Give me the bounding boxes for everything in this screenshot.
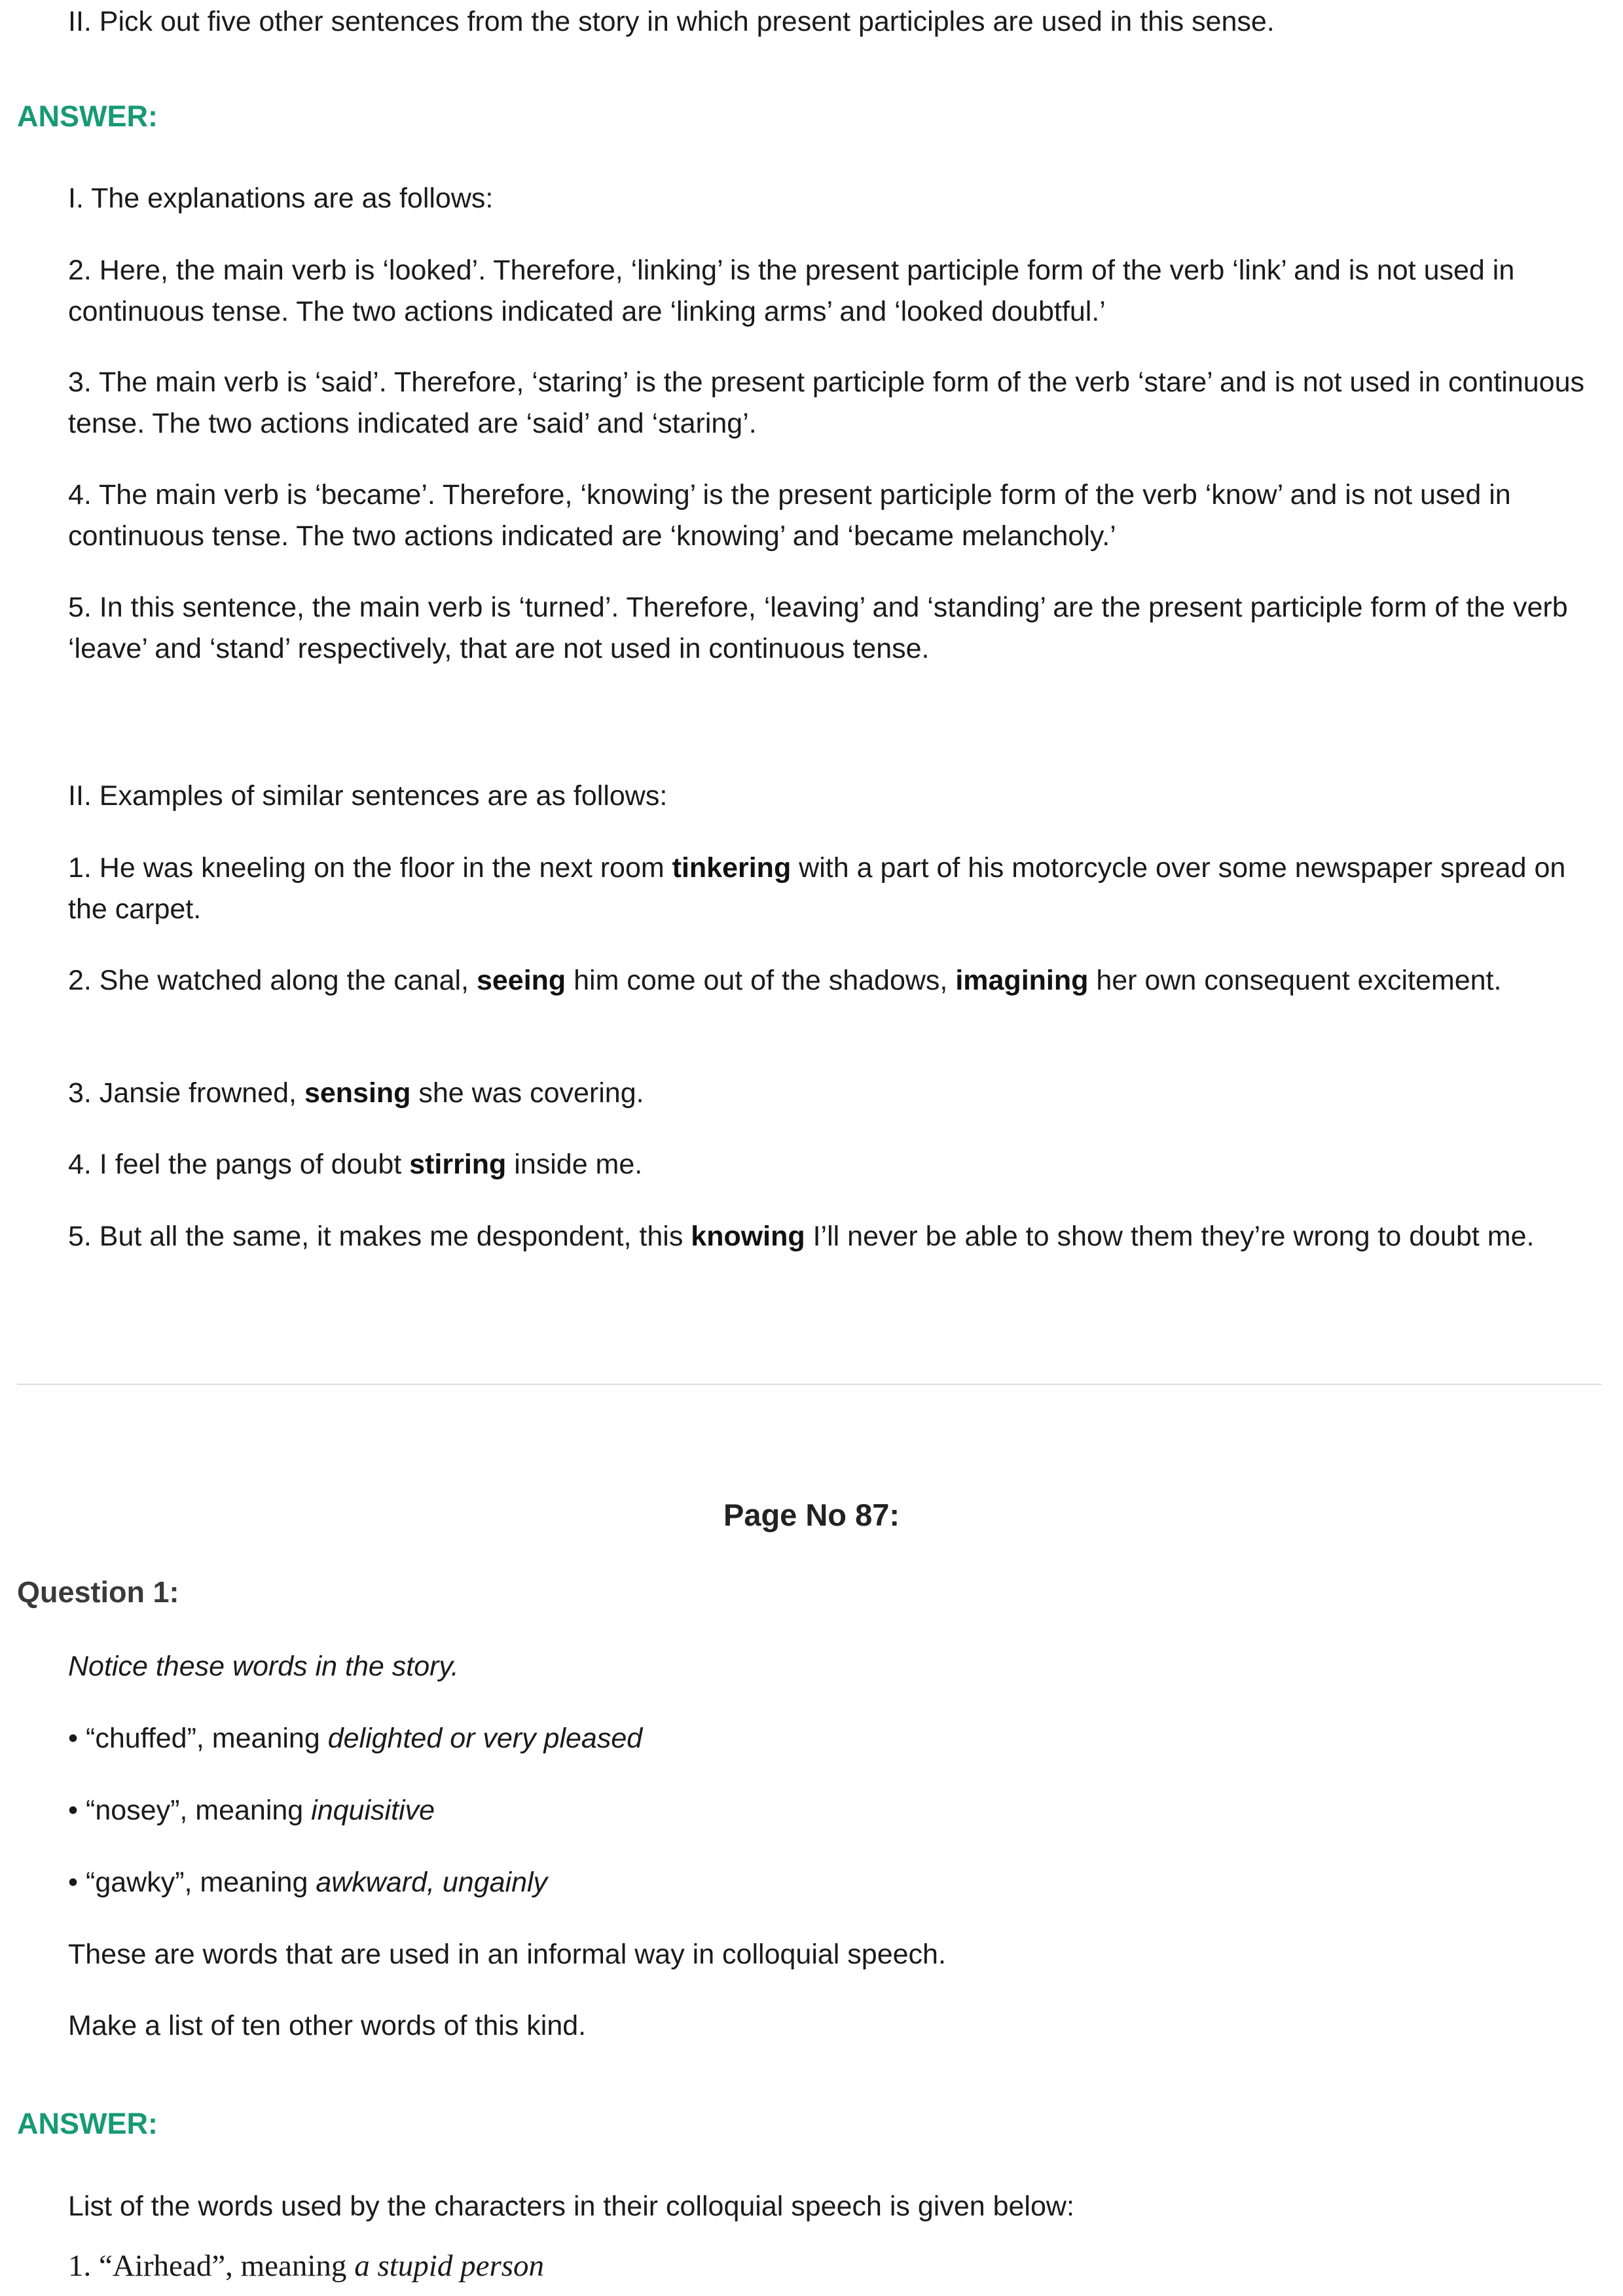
answer-intro: List of the words used by the characters in their colloquial speech is given below: <box>68 2191 1074 2222</box>
answer-heading: ANSWER: <box>17 2107 158 2140</box>
section-divider <box>17 1384 1601 1385</box>
explanation-item: 4. The main verb is ‘became’. Therefore, ‘knowing’ is the present participle form of the verb ‘know’ and is not used in continuous tense. The two actions indicated are ‘knowing’ and ‘became melancholy.’ <box>68 479 1511 552</box>
explanation-item: 2. Here, the main verb is ‘looked’. Therefore, ‘linking’ is the present participle form of the verb ‘link’ and is not used in continuous tense. The two actions indicated are ‘linking arms’ and ‘looked doubtful.’ <box>68 255 1515 327</box>
explanation-item: 5. In this sentence, the main verb is ‘turned’. Therefore, ‘leaving’ and ‘standing’ are the present participle form of the verb ‘leave’ and ‘stand’ respectively, that are not used in continuous tense. <box>68 592 1568 664</box>
example-item: 3. Jansie frowned, sensing she was covering. <box>68 1077 644 1109</box>
question-text: II. Pick out five other sentences from the story in which present participles are used in this sense. <box>68 6 1275 37</box>
explanation-item: 3. The main verb is ‘said’. Therefore, ‘staring’ is the present participle form of the verb ‘stare’ and is not used in continuous tense. The two actions indicated are ‘said’ and ‘staring’. <box>68 367 1585 439</box>
answer-heading: ANSWER: <box>17 99 158 133</box>
answer-list-item: 1. “Airhead”, meaning a stupid person <box>68 2249 545 2283</box>
example-item: 4. I feel the pangs of doubt stirring inside me. <box>68 1149 643 1180</box>
question-notice: Notice these words in the story. <box>68 1651 459 1682</box>
question-heading: Question 1: <box>17 1575 179 1609</box>
question-line: Make a list of ten other words of this kind. <box>68 2010 587 2041</box>
question-line: These are words that are used in an informal way in colloquial speech. <box>68 1939 946 1970</box>
example-item: 2. She watched along the canal, seeing him come out of the shadows, imagining her own consequent excitement. <box>68 965 1502 996</box>
bullet-item: • “chuffed”, meaning delighted or very pleased <box>68 1723 643 1754</box>
bullet-item: • “gawky”, meaning awkward, ungainly <box>68 1867 548 1898</box>
bullet-item: • “nosey”, meaning inquisitive <box>68 1795 435 1826</box>
examples-intro: II. Examples of similar sentences are as follows: <box>68 780 668 812</box>
page-heading: Page No 87: <box>723 1498 900 1532</box>
example-item: 1. He was kneeling on the floor in the next room tinkering with a part of his motorcycle over some newspaper spread on the carpet. <box>68 852 1566 925</box>
explanations-intro: I. The explanations are as follows: <box>68 183 494 214</box>
example-item: 5. But all the same, it makes me despondent, this knowing I’ll never be able to show them they’re wrong to doubt me. <box>68 1221 1535 1252</box>
